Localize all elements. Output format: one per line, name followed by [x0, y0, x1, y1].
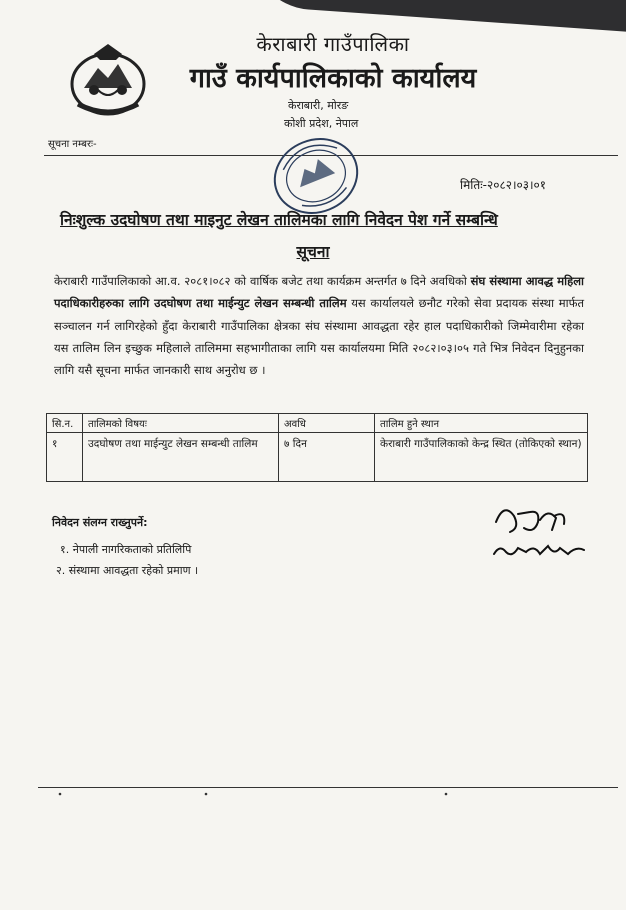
footer-divider	[38, 787, 618, 788]
notice-heading: निःशुल्क उदघोषण तथा माइनुट लेखन तालिमका लागि निवेदन पेश गर्ने सम्बन्धि	[60, 211, 498, 229]
col-header-sn: सि.न.	[47, 414, 83, 433]
cell-venue: केराबारी गाउँपालिकाको केन्द्र स्थित (तोकिएको स्थान)	[375, 433, 588, 482]
body-text-part-1: केराबारी गाउँपालिकाको आ.व. २०८१।०८२ को वार्षिक बजेट तथा कार्यक्रम अन्तर्गत ७ दिने अवधिको	[54, 274, 471, 288]
attachment-item: २. संस्थामा आवद्धता रहेको प्रमाण ।	[56, 564, 199, 577]
notice-body	[54, 270, 584, 381]
body-text-bold: संघ संस्थामा आवद्ध महिला पदाधिकारीहरुका लागि उदघोषण तथा माईन्युट लेखन सम्बन्धी तालिम	[54, 274, 584, 311]
attachment-item: १. नेपाली नागरिकताको प्रतिलिपि	[60, 543, 192, 556]
notice-number-label: सूचना नम्बरः-	[48, 139, 97, 150]
training-table	[46, 413, 588, 482]
table-row	[47, 433, 588, 482]
office-title: गाउँ कार्यपालिकाको कार्यालय	[189, 63, 477, 94]
cell-subject: उदघोषण तथा माईन्युट लेखन सम्बन्धी तालिम	[83, 433, 279, 482]
cell-sn: १	[47, 433, 83, 482]
footer-marks	[48, 790, 608, 800]
table-header-row	[47, 414, 588, 433]
col-header-subject: तालिमको विषयः	[83, 414, 279, 433]
attachments-title: निवेदन संलग्न राख्नुपर्ने:	[52, 516, 148, 529]
notice-date: मितिः-२०८२।०३।०१	[460, 178, 547, 192]
address-line-2: कोशी प्रदेश, नेपाल	[284, 117, 359, 130]
address-line-1: केराबारी, मोरङ	[288, 99, 349, 112]
body-text-part-2: यस कार्यालयले छनौट गरेको सेवा प्रदायक संस्था मार्फत सञ्चालन गर्न लागिरहेको हुँदा केराबारी गाउँपालिका क्षेत्रका संघ संस्थामा आवद्धता रहेर हाल पदाधिकारीको जिम्मेवारीमा रहेका यस तालिम लिन इच्छुक महिलाले तालिममा सहभागीताका लागि यस कार्यालयमा मिति २०८२।०३।०५ गते भित्र निवेदन दिनुहुनका लागि यसै सूचना मार्फत जानकारी साथ अनुरोध छ ।	[54, 296, 585, 378]
col-header-duration: अवधि	[279, 414, 375, 433]
cell-duration: ७ दिन	[279, 433, 375, 482]
handwritten-signature	[484, 492, 594, 572]
municipality-name: केराबारी गाउँपालिका	[256, 32, 410, 56]
notice-subheading: सूचना	[296, 243, 330, 261]
col-header-venue: तालिम हुने स्थान	[375, 414, 588, 433]
